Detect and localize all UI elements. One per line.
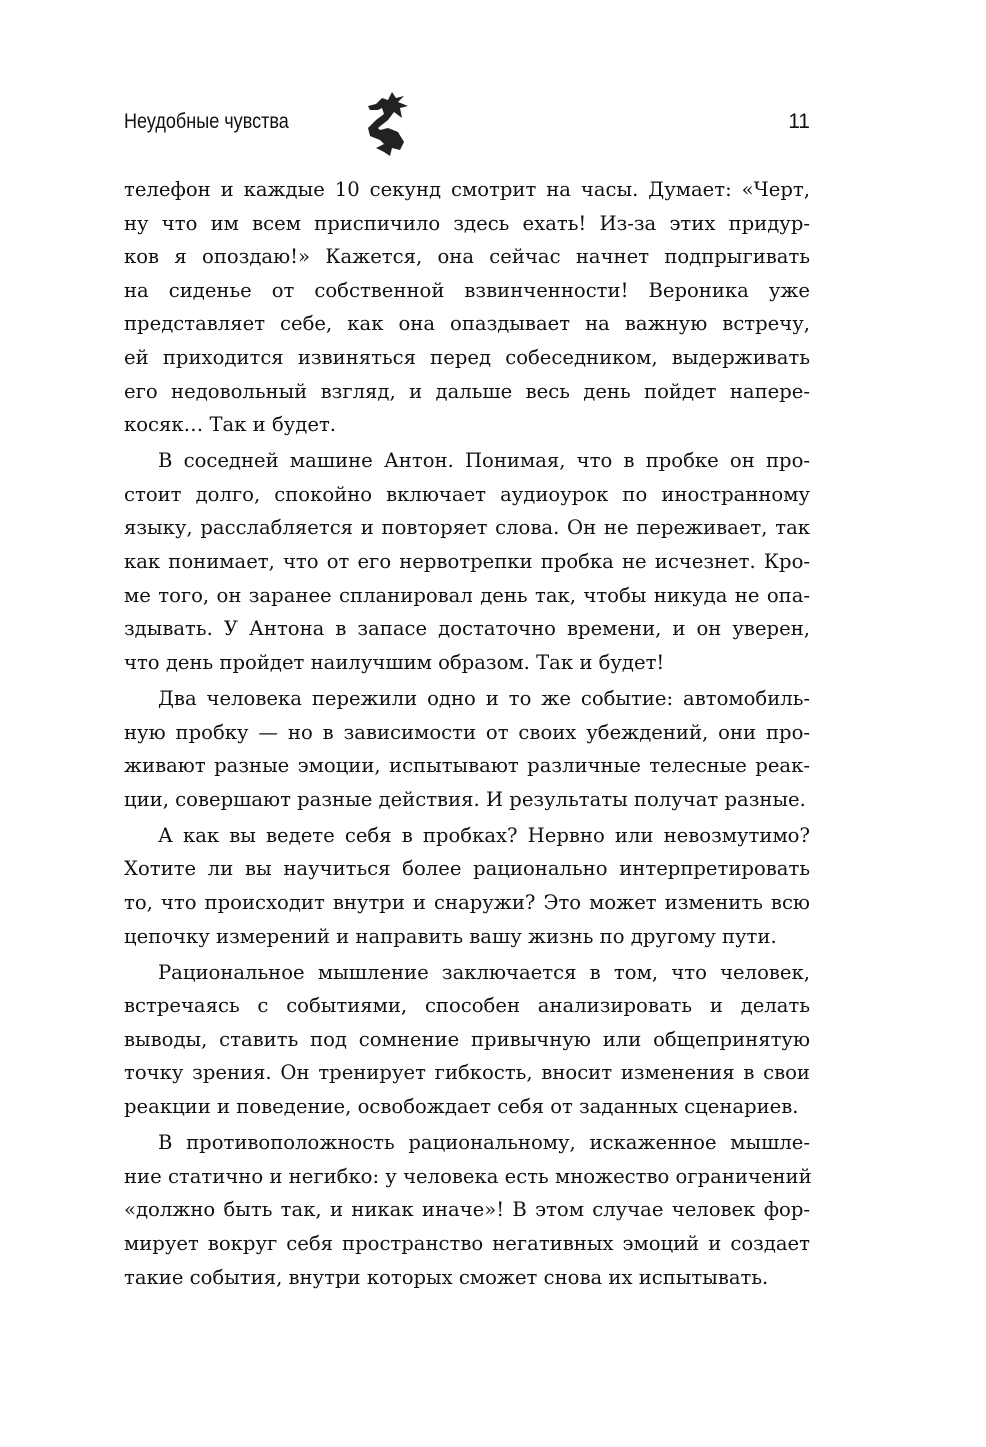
text-line: такие события, внутри которых сможет снова их испытывать. xyxy=(124,1265,769,1289)
text-line: мирует вокруг себя пространство негативных эмоций и создает xyxy=(124,1231,810,1255)
paragraph xyxy=(124,173,810,442)
text-line: ции, совершают разные действия. И результаты получат разные. xyxy=(124,787,806,811)
text-line: ей приходится извиняться перед собеседником, выдерживать xyxy=(124,345,810,369)
paragraph xyxy=(124,819,810,953)
text-line: что день пройдет наилучшим образом. Так и будет! xyxy=(124,650,665,674)
text-line: А как вы ведете себя в пробках? Нервно или невозмутимо? xyxy=(158,823,810,847)
running-title: Неудобные чувства xyxy=(124,110,289,133)
paragraph xyxy=(124,956,810,1124)
body-text xyxy=(124,173,810,1297)
text-line: его недовольный взгляд, и дальше весь день пойдет напере- xyxy=(124,379,810,403)
text-line: цепочку измерений и направить вашу жизнь по другому пути. xyxy=(124,924,777,948)
text-line: на сиденье от собственной взвинченности! Вероника уже xyxy=(124,278,810,302)
text-line: косяк… Так и будет. xyxy=(124,413,337,437)
text-line: ние статично и негибко: у человека есть множество ограничений xyxy=(124,1164,812,1188)
text-line: телефон и каждые 10 секунд смотрит на часы. Думает: «Черт, xyxy=(124,178,810,201)
text-line: В противоположность рациональному, искаженное мышле- xyxy=(158,1131,810,1155)
text-line: ную пробку — но в зависимости от своих убеждений, они про- xyxy=(124,720,810,744)
text-line: представляет себе, как она опаздывает на важную встречу, xyxy=(124,312,810,336)
text-line: ме того, он заранее спланировал день так, чтобы никуда не опа- xyxy=(124,583,810,607)
dragon-icon xyxy=(354,88,414,158)
paragraph xyxy=(124,444,810,679)
text-line: языку, расслабляется и повторяет слова. Он не переживает, так xyxy=(124,516,810,540)
page-number: 11 xyxy=(788,110,810,133)
text-line: ну что им всем приспичило здесь ехать! Из-за этих придур- xyxy=(124,211,810,235)
text-line: ков я опоздаю!» Кажется, она сейчас начнет подпрыгивать xyxy=(124,245,810,269)
text-line: Рациональное мышление заключается в том, что человек, xyxy=(158,960,810,984)
text-line: то, что происходит внутри и снаружи? Это может изменить всю xyxy=(124,890,810,914)
text-line: как понимает, что от его нервотрепки пробка не исчезнет. Кро- xyxy=(124,550,810,574)
paragraph xyxy=(124,1126,810,1294)
paragraph xyxy=(124,682,810,816)
text-line: Хотите ли вы научиться более рационально интерпретировать xyxy=(124,857,810,881)
text-line: точку зрения. Он тренирует гибкость, вносит изменения в свои xyxy=(124,1061,810,1085)
text-line: реакции и поведение, освобождает себя от заданных сценариев. xyxy=(124,1095,799,1119)
page-header xyxy=(124,88,810,158)
text-line: живают разные эмоции, испытывают различные телесные реак- xyxy=(124,754,810,778)
text-line: здывать. У Антона в запасе достаточно времени, и он уверен, xyxy=(124,617,810,641)
text-line: встречаясь с событиями, способен анализировать и делать xyxy=(124,994,810,1018)
text-line: стоит долго, спокойно включает аудиоурок по иностранному xyxy=(124,482,810,506)
text-line: «должно быть так, и никак иначе»! В этом случае человек фор- xyxy=(124,1198,810,1222)
text-line: Два человека пережили одно и то же событие: автомобиль- xyxy=(158,686,810,710)
text-line: выводы, ставить под сомнение привычную или общепринятую xyxy=(124,1027,810,1051)
text-line: В соседней машине Антон. Понимая, что в пробке он про- xyxy=(158,449,810,473)
